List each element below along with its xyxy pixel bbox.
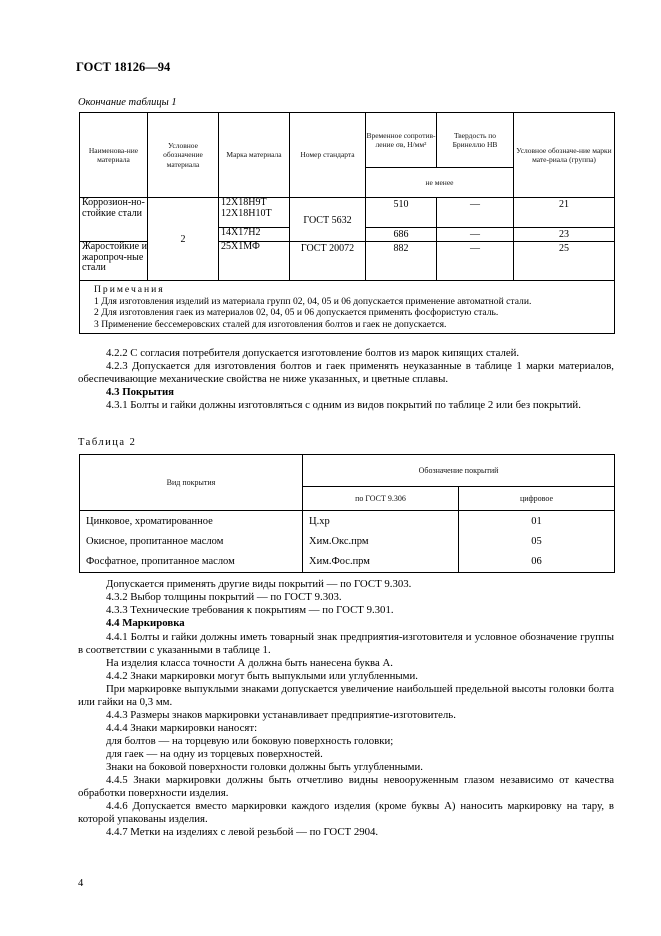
table2-caption: Таблица 2 [78,437,137,448]
header-min-note: не менее [366,168,514,198]
material-code: 2 [148,198,219,281]
header-material-name: Наименова-ние материала [80,113,148,198]
note-2: 2 Для изготовления гаек из материалов 02, 04, 05 и 06 допускается применять фосфористую сталь. [94,307,499,318]
coating-gost-zinc: Ц.хр [303,511,459,532]
paragraph-4-3-1: 4.3.1 Болты и гайки должны изготовляться с одним из видов покрытий по таблице 2 или без покрытий. [106,399,581,411]
header-brinell-hardness: Твердость по Бринеллю НВ [437,113,514,168]
paragraph-4-4-2: 4.4.2 Знаки маркировки могут быть выпуклыми или углубленными. [106,670,418,682]
coating-gost-oxide: Хим.Окс.прм [303,532,459,551]
paragraph-4-4-3: 4.4.3 Размеры знаков маркировки устанавливает предприятие-изготовитель. [106,709,456,721]
coating-gost-phosphate: Хим.Фос.прм [303,551,459,573]
paragraph-4-4-5: 4.4.5 Знаки маркировки должны быть отчетливо видны невооруженным глазом независимо от качества обработки поверхности изделия. [78,774,614,800]
tensile-686: 686 [366,228,437,242]
paragraph-4-4-6: 4.4.6 Допускается вместо маркировки каждого изделия (кроме буквы А) наносить маркировку на тару, в которой упакованы изделия. [78,800,614,826]
materials-table [79,112,615,334]
header-digital: цифровое [459,487,615,511]
coating-digital-phosphate: 06 [459,551,615,573]
note-1: 1 Для изготовления изделий из материала групп 02, 04, 05 и 06 допускается применение автоматной стали. [94,295,532,307]
header-conditional-code: Условное обозначение материала [148,113,219,198]
paragraph-4-4-4-bolts: для болтов — на торцевую или боковую поверхность головки; [106,735,394,747]
header-coating-designation: Обозначение покрытий [303,455,615,487]
header-standard: Номер стандарта [290,113,366,198]
paragraph-4-2-2: 4.2.2 С согласия потребителя допускается изготовление болтов из марок кипящих сталей. [106,347,520,359]
group-23: 23 [514,228,615,242]
document-code: ГОСТ 18126—94 [76,60,171,74]
group-25: 25 [514,242,615,281]
standard-gost-20072: ГОСТ 20072 [290,242,366,281]
hardness-dash: — [437,242,514,281]
group-21: 21 [514,198,615,228]
standard-gost-5632: ГОСТ 5632 [290,198,366,242]
paragraph-4-2-3: 4.2.3 Допускается для изготовления болтов и гаек применять неуказанные в таблице 1 марки материалов, обеспечивающие механические свойства не ниже указанных, и цветные сплавы. [78,360,614,386]
header-group-code: Условное обозначе-ние марки мате-риала (группа) [514,113,615,198]
header-tensile-strength: Временное сопротив-ление σв, Н/мм² [366,113,437,168]
tensile-882: 882 [366,242,437,281]
grade-12x18: 12Х18Н9Т 12Х18Н10Т [219,198,290,228]
notes-title: Примечания [94,284,165,295]
material-corrosion-resistant: Коррозион-но-стойкие стали [80,198,148,242]
paragraph-4-4-1-b: На изделия класса точности А должна быть нанесена буква А. [106,657,393,669]
section-heading-4-4: 4.4 Маркировка [106,617,185,629]
table1-continuation-caption: Окончание таблицы 1 [78,97,177,108]
coating-type-zinc: Цинковое, хроматированное [80,511,303,532]
table1-notes [80,281,615,334]
paragraph-4-4-4-side: Знаки на боковой поверхности головки должны быть углубленными. [106,761,423,773]
hardness-dash: — [437,198,514,228]
tensile-510: 510 [366,198,437,228]
paragraph-4-3-3: 4.3.3 Технические требования к покрытиям — по ГОСТ 9.301. [106,604,394,616]
hardness-dash: — [437,228,514,242]
coatings-table [79,454,615,573]
paragraph-4-4-2-b: При маркировке выпуклыми знаками допускается увеличение наибольшей предельной высоты головки болта или гайки на 0,3 мм. [78,683,614,709]
coating-digital-zinc: 01 [459,511,615,532]
paragraph-4-3-2: 4.3.2 Выбор толщины покрытий — по ГОСТ 9.303. [106,591,342,603]
paragraph-4-4-4-nuts: для гаек — на одну из торцевых поверхностей. [106,748,323,760]
note-3: 3 Применение бессемеровских сталей для изготовления болтов и гаек не допускается. [94,318,447,330]
coating-type-oxide: Окисное, пропитанное маслом [80,532,303,551]
header-gost-9306: по ГОСТ 9.306 [303,487,459,511]
header-grade: Марка материала [219,113,290,198]
header-coating-type: Вид покрытия [80,455,303,511]
paragraph-4-4-4: 4.4.4 Знаки маркировки наносят: [106,722,258,734]
paragraph-allow-other: Допускается применять другие виды покрытий — по ГОСТ 9.303. [106,578,412,590]
paragraph-4-4-1: 4.4.1 Болты и гайки должны иметь товарный знак предприятия-изготовителя и условное обозначение группы в соответствии с указанными в таблице 1. [78,631,614,657]
page-number: 4 [78,878,84,889]
coating-digital-oxide: 05 [459,532,615,551]
coating-type-phosphate: Фосфатное, пропитанное маслом [80,551,303,573]
material-heat-resistant: Жаростойкие и жаропроч-ные стали [80,242,148,281]
section-heading-4-3: 4.3 Покрытия [106,386,175,398]
paragraph-4-4-7: 4.4.7 Метки на изделиях с левой резьбой — по ГОСТ 2904. [106,826,379,838]
grade-25x1mf: 25Х1МФ [219,242,290,281]
grade-14x17h2: 14Х17Н2 [219,228,290,242]
